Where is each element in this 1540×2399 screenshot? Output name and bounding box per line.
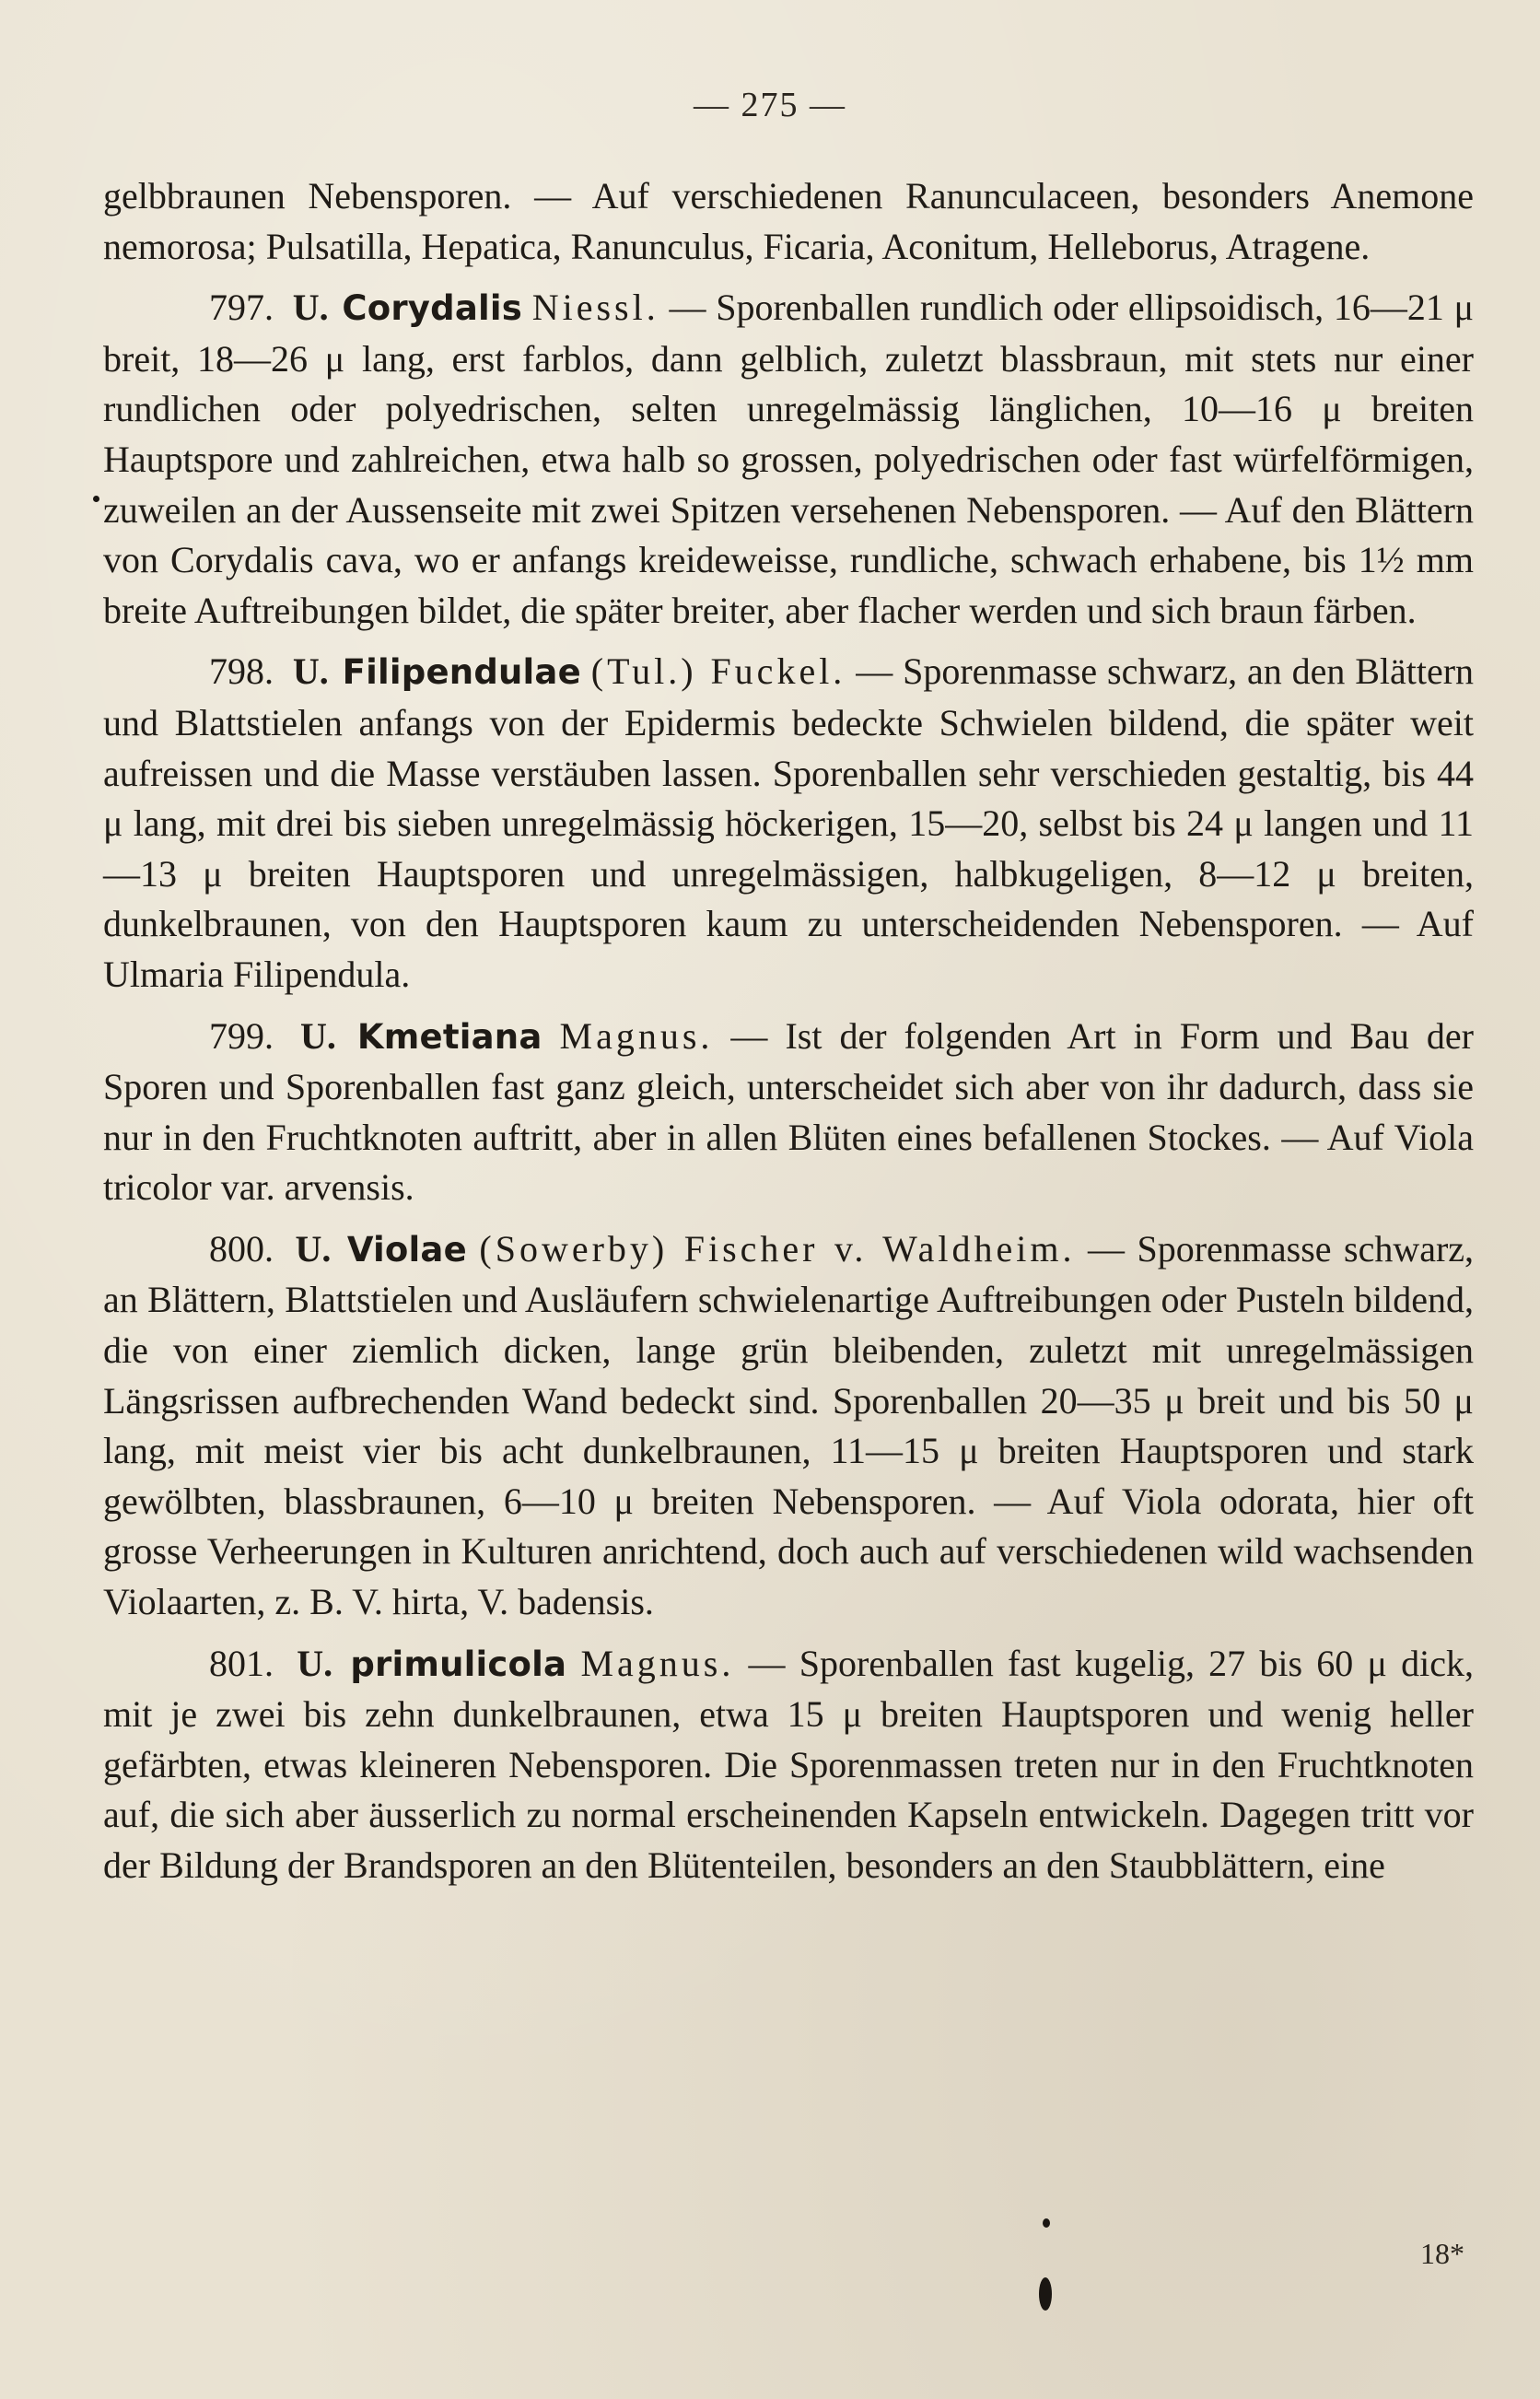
signature-mark: 18* (1420, 2237, 1464, 2270)
species-name: Corydalis (342, 288, 522, 329)
author-name: (Tul.) Fuckel. (590, 650, 846, 693)
species-name: Kmetiana (356, 1016, 542, 1057)
species-entry-798 (103, 647, 1474, 1000)
species-entry-797 (103, 283, 1474, 636)
species-name: primulicola (350, 1644, 567, 1684)
paragraph-continuation (103, 171, 1474, 272)
genus-abbrev: U. (292, 650, 329, 693)
genus-abbrev: U. (300, 1014, 336, 1057)
entry-number: 800. (209, 1227, 274, 1270)
ink-speck (1039, 2277, 1052, 2311)
body-text (103, 171, 1474, 1902)
entry-description: — Sporenballen rundlich oder ellipsoidisch, 16—21 μ breit, 18—26 μ lang, erst farblos, dann gelblich, zuletzt blassbraun, mit stets nur einer rundlichen oder polyedrischen, selten unregelmässig länglichen, 10—16 μ breiten Hauptspore und zahlreichen, etwa halb so grossen, polyedrischen oder fast würfelförmigen, zuweilen an der Aussenseite mit zwei Spitzen versehenen Nebensporen. — Auf den Blättern von Corydalis cava, wo er anfangs kreideweisse, rundliche, schwach erhabene, bis 1½ mm breite Auftreibungen bildet, die später breiter, aber flacher werden und sich braun färben. (103, 287, 1475, 631)
author-name: Magnus. (559, 1014, 714, 1057)
entry-description: — Sporenballen fast kugelig, 27 bis 60 μ dick, mit je zwei bis zehn dunkelbraunen, etwa 15 μ breiten Hauptsporen und wenig heller gefärbten, etwas kleineren Nebensporen. Die Sporenmassen treten nur in den Fruchtknoten auf, die sich aber äusserlich zu normal erscheinenden Kapseln entwickeln. Dagegen tritt vor der Bildung der Brandsporen an den Blütenteilen, besonders an den Staubblättern, eine (103, 1642, 1475, 1886)
author-name: (Sowerby) Fischer v. Waldheim. (479, 1227, 1076, 1270)
genus-abbrev: U. (295, 1227, 332, 1270)
species-entry-801 (103, 1639, 1474, 1891)
entry-description: — Sporenmasse schwarz, an Blättern, Blattstielen und Ausläufern schwielenartige Auftreibungen oder Pusteln bildend, die von einer ziemlich dicken, lange grün bleibenden, zuletzt mit unregelmässigen Längsrissen aufbrechenden Wand bedeckt sind. Sporenballen 20—35 μ breit und bis 50 μ lang, mit meist vier bis acht dunkelbraunen, 11—15 μ breiten Hauptsporen und stark gewölbten, blassbraunen, 6—10 μ breiten Nebensporen. — Auf Viola odorata, hier oft grosse Verheerungen in Kulturen anrichtend, doch auch auf verschiedenen wild wachsenden Violaarten, z. B. V. hirta, V. badensis. (103, 1227, 1475, 1623)
entry-number: 797. (209, 287, 274, 329)
species-entry-799 (103, 1012, 1474, 1213)
ink-speck (1043, 2218, 1050, 2228)
entry-description: — Ist der folgenden Art in Form und Bau der Sporen und Sporenballen fast ganz gleich, unterscheidet sich aber von ihr dadurch, dass sie nur in den Fruchtknoten auftritt, aber in allen Blüten eines befallenen Stockes. — Auf Viola tricolor var. arvensis. (103, 1014, 1474, 1209)
page-number: — 275 — (694, 86, 846, 124)
entry-description: — Sporenmasse schwarz, an den Blättern und Blattstielen anfangs von der Epidermis bedeckte Schwielen bildend, die später weit aufreissen und die Masse verstäuben lassen. Sporenballen sehr verschieden gestaltig, bis 44 μ lang, mit drei bis sieben unregelmässig höckerigen, 15—20, selbst bis 24 μ langen und 11—13 μ breiten Hauptsporen und unregelmässigen, halbkugeligen, 8—12 μ breiten, dunkelbraunen, von den Hauptsporen kaum zu unterscheidenden Nebensporen. — Auf Ulmaria Filipendula. (103, 650, 1475, 995)
author-name: Niessl. (531, 287, 659, 329)
entry-number: 799. (209, 1014, 274, 1057)
species-entry-800 (103, 1224, 1474, 1628)
entry-number: 798. (209, 650, 274, 693)
entry-number: 801. (209, 1642, 274, 1684)
author-name: Magnus. (580, 1642, 735, 1684)
genus-abbrev: U. (297, 1642, 333, 1684)
species-name: Violae (346, 1229, 467, 1270)
ink-speck (93, 496, 99, 502)
species-name: Filipendulae (342, 652, 581, 693)
paragraph-text: gelbbraunen Nebensporen. — Auf verschiedenen Ranunculaceen, besonders Anemone nemorosa; Pulsatilla, Hepatica, Ranunculus, Ficaria, Aconitum, Helleborus, Atragene. (103, 175, 1474, 267)
genus-abbrev: U. (292, 287, 329, 329)
